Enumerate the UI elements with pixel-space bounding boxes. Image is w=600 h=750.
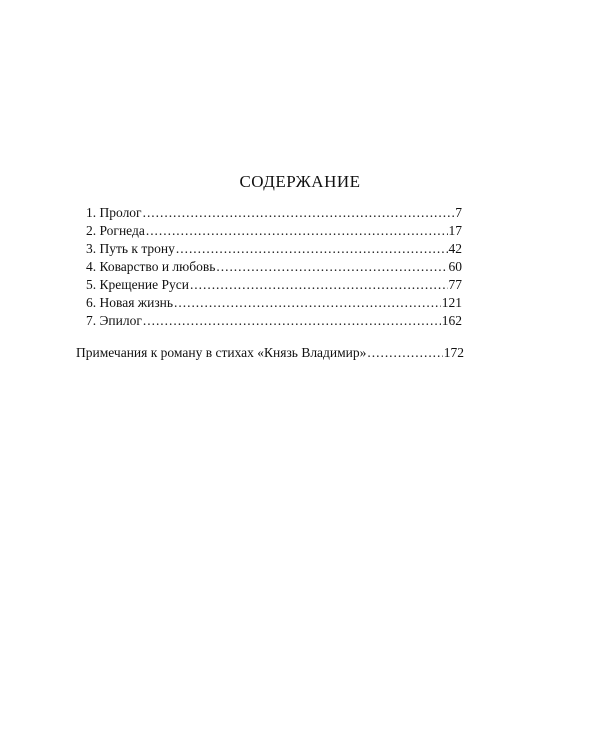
toc-entry-label: 7. Эпилог	[86, 313, 142, 328]
toc-entry-page: 42	[448, 241, 462, 256]
toc-entry-page: 162	[441, 313, 462, 328]
toc-entry-prologue	[86, 205, 462, 223]
toc-entry-label: 4. Коварство и любовь	[86, 259, 216, 274]
dot-leader	[143, 313, 441, 329]
toc-entry-notes	[76, 345, 464, 363]
toc-entry-page: 77	[448, 277, 462, 292]
toc-entry-label: 2. Рогнеда	[86, 223, 145, 238]
toc-entry-label: 3. Путь к трону	[86, 241, 175, 256]
toc-entry-rogneda	[86, 223, 462, 241]
toc-title: СОДЕРЖАНИЕ	[239, 172, 361, 191]
toc-entry-path-to-throne	[86, 241, 462, 259]
toc-entry-label: 5. Крещение Руси	[86, 277, 189, 292]
dot-leader	[190, 277, 448, 293]
toc-entry-page: 60	[448, 259, 462, 274]
toc-entry-label: Примечания к роману в стихах «Князь Владимир»	[76, 345, 367, 360]
dot-leader	[143, 205, 455, 221]
dot-leader	[174, 295, 441, 311]
dot-leader	[216, 259, 447, 275]
dot-leader	[176, 241, 448, 257]
dot-leader	[146, 223, 448, 239]
toc-entry-page: 17	[448, 223, 462, 238]
toc-entry-page: 121	[441, 295, 462, 310]
toc-entry-label: 6. Новая жизнь	[86, 295, 174, 310]
toc-entry-page: 172	[443, 345, 464, 360]
toc-entry-baptism-of-rus	[86, 277, 462, 295]
toc-list	[86, 205, 462, 331]
toc-entry-new-life	[86, 295, 462, 313]
dot-leader	[367, 345, 442, 361]
toc-entry-intrigue-and-love	[86, 259, 462, 277]
toc-entry-label: 1. Пролог	[86, 205, 142, 220]
toc-entry-epilogue	[86, 313, 462, 331]
toc-entry-page: 7	[455, 205, 462, 220]
